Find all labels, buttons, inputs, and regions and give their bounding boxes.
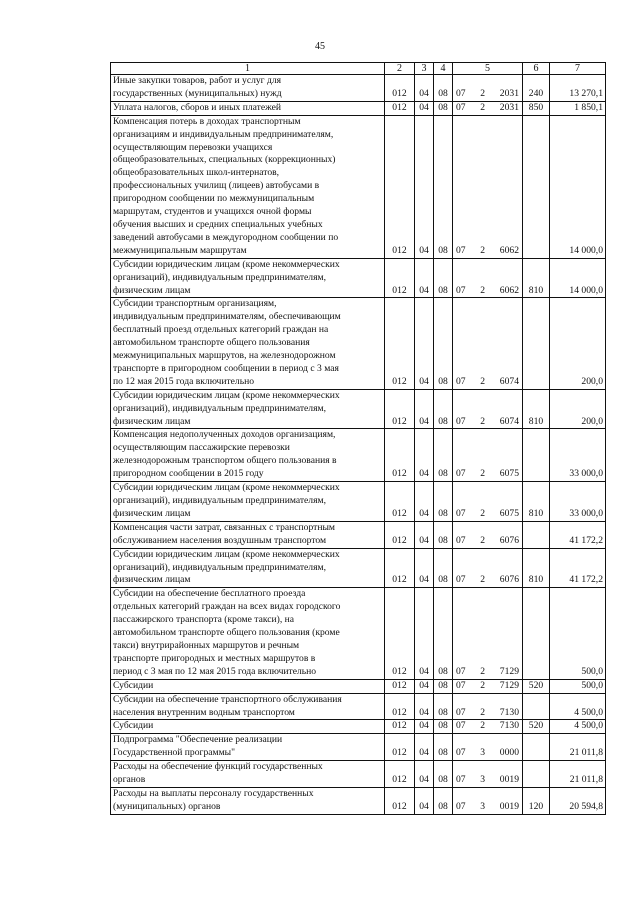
description-line: осуществляющим пассажирские перевозки bbox=[113, 442, 290, 454]
target-article-part: 7130 bbox=[499, 720, 519, 732]
description-line: Субсидии юридическим лицам (кроме некоммерческих bbox=[113, 548, 340, 560]
description-line: отдельных категорий граждан на всех видах городского bbox=[113, 601, 341, 613]
table-row bbox=[111, 734, 606, 761]
target-article-part: 07 bbox=[456, 574, 466, 586]
amount: 21 011,8 bbox=[550, 734, 606, 761]
expense-type-code bbox=[523, 298, 550, 389]
description-line: такси) внутрирайонных маршрутов и речным bbox=[113, 639, 300, 651]
description-line: Подпрограмма "Обеспечение реализации bbox=[113, 734, 283, 746]
target-article-part: 2 bbox=[480, 665, 486, 677]
subsection-code: 08 bbox=[434, 521, 453, 548]
expense-type-code bbox=[523, 115, 550, 258]
section-code: 04 bbox=[415, 693, 434, 720]
subsection-code: 08 bbox=[434, 720, 453, 734]
target-article-part: 2 bbox=[480, 706, 486, 718]
ministry-code: 012 bbox=[385, 693, 415, 720]
table-row bbox=[111, 115, 606, 258]
table-row bbox=[111, 101, 606, 115]
description-line: транспорте в пригородном сообщении в период с 3 мая bbox=[113, 362, 339, 374]
expense-type-code: 810 bbox=[523, 548, 550, 588]
description-line: заведений автобусами в междугородном сообщении по bbox=[113, 231, 339, 243]
description-line: общеобразовательных, специальных (коррекционных) bbox=[113, 154, 336, 166]
ministry-code: 012 bbox=[385, 389, 415, 429]
subsection-code: 08 bbox=[434, 115, 453, 258]
row-description bbox=[111, 761, 385, 788]
section-code: 04 bbox=[415, 761, 434, 788]
amount: 41 172,2 bbox=[550, 548, 606, 588]
target-article-part: 2031 bbox=[499, 87, 519, 99]
section-code: 04 bbox=[415, 389, 434, 429]
description-line: обучения высших и средних специальных учебных bbox=[113, 218, 323, 230]
ministry-code: 012 bbox=[385, 734, 415, 761]
description-line: Компенсация недополученных доходов организациям, bbox=[113, 429, 336, 441]
page-number: 45 bbox=[315, 41, 325, 52]
table-row bbox=[111, 521, 606, 548]
subsection-code: 08 bbox=[434, 258, 453, 298]
row-description bbox=[111, 693, 385, 720]
section-code: 04 bbox=[415, 75, 434, 102]
amount: 33 000,0 bbox=[550, 482, 606, 522]
row-description bbox=[111, 548, 385, 588]
table-row bbox=[111, 720, 606, 734]
target-article-code bbox=[453, 258, 523, 298]
section-code: 04 bbox=[415, 787, 434, 814]
target-article-code bbox=[453, 389, 523, 429]
table-row bbox=[111, 787, 606, 814]
target-article-part: 07 bbox=[456, 706, 466, 718]
row-description bbox=[111, 588, 385, 679]
description-line: маршрутам, студентов и учащихся очной формы bbox=[113, 206, 312, 218]
description-line: организаций), индивидуальным предпринимателям, bbox=[113, 495, 326, 506]
target-article-part: 2 bbox=[480, 468, 486, 480]
target-article-code bbox=[453, 429, 523, 482]
ministry-code: 012 bbox=[385, 521, 415, 548]
target-article-part: 07 bbox=[456, 665, 466, 677]
target-article-part: 07 bbox=[456, 415, 466, 427]
expense-type-code: 810 bbox=[523, 258, 550, 298]
section-code: 04 bbox=[415, 720, 434, 734]
target-article-part: 6075 bbox=[499, 507, 519, 519]
header-row bbox=[111, 63, 606, 75]
subsection-code: 08 bbox=[434, 548, 453, 588]
description-line: профессиональных училищ (лицеев) автобусами в bbox=[113, 180, 320, 192]
table-row bbox=[111, 482, 606, 522]
amount: 200,0 bbox=[550, 298, 606, 389]
target-article-part: 6075 bbox=[499, 468, 519, 480]
target-article-part: 07 bbox=[456, 507, 466, 519]
description-line: обслуживанием населения воздушным транспортом bbox=[113, 534, 327, 546]
description-line: Расходы на выплаты персоналу государственных bbox=[113, 787, 314, 799]
description-line: Субсидии на обеспечение транспортного обслуживания bbox=[113, 693, 342, 705]
target-article-part: 6074 bbox=[499, 375, 519, 387]
description-line: период с 3 мая по 12 мая 2015 года включительно bbox=[113, 665, 317, 677]
row-description bbox=[111, 389, 385, 429]
target-article-part: 2 bbox=[480, 101, 486, 113]
expense-type-code: 810 bbox=[523, 389, 550, 429]
target-article-part: 07 bbox=[456, 747, 466, 759]
target-article-part: 3 bbox=[480, 774, 486, 786]
target-article-part: 2 bbox=[480, 284, 486, 296]
row-description bbox=[111, 482, 385, 522]
subsection-code: 08 bbox=[434, 482, 453, 522]
row-description bbox=[111, 115, 385, 258]
amount: 1 850,1 bbox=[550, 101, 606, 115]
amount: 14 000,0 bbox=[550, 115, 606, 258]
target-article-code bbox=[453, 693, 523, 720]
description-line: (муниципальных) органов bbox=[113, 800, 221, 812]
description-line: физическим лицам bbox=[113, 507, 191, 519]
target-article-code bbox=[453, 521, 523, 548]
target-article-part: 07 bbox=[456, 101, 466, 113]
table-row bbox=[111, 693, 606, 720]
description-line: государственных (муниципальных) нужд bbox=[113, 87, 282, 99]
target-article-part: 07 bbox=[456, 87, 466, 99]
target-article-code bbox=[453, 548, 523, 588]
table-row bbox=[111, 548, 606, 588]
target-article-part: 07 bbox=[456, 774, 466, 786]
subsection-code: 08 bbox=[434, 787, 453, 814]
description-line: населения внутренним водным транспортом bbox=[113, 706, 295, 718]
description-line: осуществляющим перевозки учащихся bbox=[113, 141, 273, 153]
header-col-7: 7 bbox=[550, 63, 606, 75]
description-line: пригородном сообщении по межмуниципальным bbox=[113, 193, 315, 205]
section-code: 04 bbox=[415, 482, 434, 522]
row-description bbox=[111, 720, 385, 734]
section-code: 04 bbox=[415, 298, 434, 389]
section-code: 04 bbox=[415, 679, 434, 693]
row-description bbox=[111, 734, 385, 761]
section-code: 04 bbox=[415, 588, 434, 679]
target-article-part: 07 bbox=[456, 800, 466, 812]
subsection-code: 08 bbox=[434, 679, 453, 693]
description-line: Государственной программы" bbox=[113, 747, 236, 759]
description-line: Субсидии bbox=[113, 679, 154, 691]
description-line: Субсидии транспортным организациям, bbox=[113, 298, 277, 310]
row-description bbox=[111, 787, 385, 814]
description-line: межмуниципальным маршрутам bbox=[113, 244, 247, 256]
description-line: организаций), индивидуальным предпринимателям, bbox=[113, 561, 326, 573]
description-line: железнодорожным транспортом общего пользования в bbox=[113, 455, 337, 467]
target-article-part: 2 bbox=[480, 679, 486, 691]
target-article-code bbox=[453, 115, 523, 258]
description-line: Расходы на обеспечение функций государственных bbox=[113, 761, 323, 773]
ministry-code: 012 bbox=[385, 787, 415, 814]
description-line: Субсидии юридическим лицам (кроме некоммерческих bbox=[113, 258, 340, 270]
description-line: организаций), индивидуальным предпринимателям, bbox=[113, 402, 326, 414]
amount: 500,0 bbox=[550, 588, 606, 679]
description-line: Субсидии на обеспечение бесплатного проезда bbox=[113, 588, 306, 600]
target-article-code bbox=[453, 298, 523, 389]
description-line: физическим лицам bbox=[113, 415, 191, 427]
amount: 4 500,0 bbox=[550, 720, 606, 734]
target-article-part: 07 bbox=[456, 679, 466, 691]
table-row bbox=[111, 258, 606, 298]
expense-type-code bbox=[523, 429, 550, 482]
expense-type-code bbox=[523, 761, 550, 788]
header-col-3: 3 bbox=[415, 63, 434, 75]
target-article-code bbox=[453, 482, 523, 522]
header-col-4: 4 bbox=[434, 63, 453, 75]
ministry-code: 012 bbox=[385, 115, 415, 258]
description-line: Субсидии юридическим лицам (кроме некоммерческих bbox=[113, 389, 340, 401]
subsection-code: 08 bbox=[434, 693, 453, 720]
subsection-code: 08 bbox=[434, 389, 453, 429]
section-code: 04 bbox=[415, 521, 434, 548]
amount: 13 270,1 bbox=[550, 75, 606, 102]
target-article-part: 07 bbox=[456, 244, 466, 256]
target-article-part: 07 bbox=[456, 720, 466, 732]
target-article-part: 2 bbox=[480, 375, 486, 387]
target-article-part: 2 bbox=[480, 534, 486, 546]
expense-type-code: 850 bbox=[523, 101, 550, 115]
description-line: пригородном сообщении в 2015 году bbox=[113, 468, 264, 480]
ministry-code: 012 bbox=[385, 429, 415, 482]
table-row bbox=[111, 389, 606, 429]
target-article-code bbox=[453, 761, 523, 788]
description-line: Субсидии юридическим лицам (кроме некоммерческих bbox=[113, 482, 340, 494]
expense-type-code: 520 bbox=[523, 679, 550, 693]
amount: 33 000,0 bbox=[550, 429, 606, 482]
target-article-code bbox=[453, 720, 523, 734]
description-line: Иные закупки товаров, работ и услуг для bbox=[113, 75, 282, 86]
description-line: Компенсация потерь в доходах транспортным bbox=[113, 115, 301, 127]
section-code: 04 bbox=[415, 548, 434, 588]
expense-type-code bbox=[523, 521, 550, 548]
target-article-code bbox=[453, 75, 523, 102]
target-article-part: 2 bbox=[480, 415, 486, 427]
target-article-code bbox=[453, 679, 523, 693]
description-line: межмуниципальных маршрутов, на железнодорожном bbox=[113, 350, 336, 362]
expense-type-code: 120 bbox=[523, 787, 550, 814]
subsection-code: 08 bbox=[434, 429, 453, 482]
target-article-part: 07 bbox=[456, 468, 466, 480]
subsection-code: 08 bbox=[434, 761, 453, 788]
description-line: организациям и индивидуальным предпринимателям, bbox=[113, 128, 334, 140]
description-line: индивидуальным предпринимателям, обеспечивающим bbox=[113, 311, 341, 323]
target-article-part: 7130 bbox=[499, 706, 519, 718]
description-line: органов bbox=[113, 774, 146, 786]
header-col-2: 2 bbox=[385, 63, 415, 75]
target-article-part: 6062 bbox=[499, 284, 519, 296]
description-line: автомобильном транспорте общего пользования bbox=[113, 337, 310, 349]
ministry-code: 012 bbox=[385, 298, 415, 389]
ministry-code: 012 bbox=[385, 761, 415, 788]
subsection-code: 08 bbox=[434, 298, 453, 389]
target-article-code bbox=[453, 787, 523, 814]
description-line: автомобильном транспорте общего пользования (кроме bbox=[113, 627, 340, 639]
amount: 500,0 bbox=[550, 679, 606, 693]
ministry-code: 012 bbox=[385, 258, 415, 298]
ministry-code: 012 bbox=[385, 548, 415, 588]
target-article-part: 6076 bbox=[499, 574, 519, 586]
expense-type-code bbox=[523, 588, 550, 679]
expense-type-code: 240 bbox=[523, 75, 550, 102]
target-article-part: 2 bbox=[480, 720, 486, 732]
expense-type-code: 810 bbox=[523, 482, 550, 522]
target-article-part: 6074 bbox=[499, 415, 519, 427]
amount: 14 000,0 bbox=[550, 258, 606, 298]
target-article-part: 7129 bbox=[499, 679, 519, 691]
ministry-code: 012 bbox=[385, 101, 415, 115]
ministry-code: 012 bbox=[385, 588, 415, 679]
target-article-part: 3 bbox=[480, 747, 486, 759]
target-article-part: 0000 bbox=[499, 747, 519, 759]
amount: 200,0 bbox=[550, 389, 606, 429]
target-article-part: 07 bbox=[456, 284, 466, 296]
target-article-code bbox=[453, 101, 523, 115]
budget-table bbox=[110, 62, 606, 815]
subsection-code: 08 bbox=[434, 101, 453, 115]
subsection-code: 08 bbox=[434, 588, 453, 679]
expense-type-code bbox=[523, 734, 550, 761]
target-article-part: 7129 bbox=[499, 665, 519, 677]
table-row bbox=[111, 588, 606, 679]
table-body bbox=[111, 75, 606, 815]
target-article-part: 2031 bbox=[499, 101, 519, 113]
description-line: бесплатный проезд отдельных категорий граждан на bbox=[113, 324, 329, 336]
target-article-part: 3 bbox=[480, 800, 486, 812]
expense-type-code bbox=[523, 693, 550, 720]
target-article-code bbox=[453, 734, 523, 761]
section-code: 04 bbox=[415, 101, 434, 115]
row-description bbox=[111, 101, 385, 115]
section-code: 04 bbox=[415, 115, 434, 258]
target-article-part: 2 bbox=[480, 507, 486, 519]
row-description bbox=[111, 75, 385, 102]
ministry-code: 012 bbox=[385, 75, 415, 102]
description-line: пассажирского транспорта (кроме такси), на bbox=[113, 614, 295, 626]
table-row bbox=[111, 75, 606, 102]
ministry-code: 012 bbox=[385, 482, 415, 522]
header-col-5: 5 bbox=[453, 63, 523, 75]
target-article-part: 07 bbox=[456, 534, 466, 546]
row-description bbox=[111, 429, 385, 482]
row-description bbox=[111, 298, 385, 389]
section-code: 04 bbox=[415, 734, 434, 761]
description-line: по 12 мая 2015 года включительно bbox=[113, 375, 255, 387]
description-line: транспорте пригородных и местных маршрутов в bbox=[113, 652, 316, 664]
description-line: организаций), индивидуальным предпринимателям, bbox=[113, 271, 326, 283]
description-line: Компенсация части затрат, связанных с транспортным bbox=[113, 521, 335, 533]
description-line: Субсидии bbox=[113, 720, 154, 732]
amount: 20 594,8 bbox=[550, 787, 606, 814]
description-line: общеобразовательных школ-интернатов, bbox=[113, 167, 280, 179]
expense-type-code: 520 bbox=[523, 720, 550, 734]
target-article-part: 0019 bbox=[499, 774, 519, 786]
target-article-part: 07 bbox=[456, 375, 466, 387]
row-description bbox=[111, 258, 385, 298]
header-col-6: 6 bbox=[523, 63, 550, 75]
target-article-part: 2 bbox=[480, 244, 486, 256]
table-row bbox=[111, 761, 606, 788]
section-code: 04 bbox=[415, 258, 434, 298]
table-row bbox=[111, 679, 606, 693]
amount: 21 011,8 bbox=[550, 761, 606, 788]
target-article-part: 6076 bbox=[499, 534, 519, 546]
target-article-part: 2 bbox=[480, 574, 486, 586]
header-col-1: 1 bbox=[111, 63, 385, 75]
target-article-code bbox=[453, 588, 523, 679]
table-row bbox=[111, 429, 606, 482]
description-line: физическим лицам bbox=[113, 574, 191, 586]
amount: 41 172,2 bbox=[550, 521, 606, 548]
amount: 4 500,0 bbox=[550, 693, 606, 720]
target-article-part: 0019 bbox=[499, 800, 519, 812]
target-article-part: 6062 bbox=[499, 244, 519, 256]
description-line: физическим лицам bbox=[113, 284, 191, 296]
section-code: 04 bbox=[415, 429, 434, 482]
row-description bbox=[111, 679, 385, 693]
row-description bbox=[111, 521, 385, 548]
target-article-part: 2 bbox=[480, 87, 486, 99]
description-line: Уплата налогов, сборов и иных платежей bbox=[113, 101, 282, 113]
subsection-code: 08 bbox=[434, 75, 453, 102]
ministry-code: 012 bbox=[385, 679, 415, 693]
table-row bbox=[111, 298, 606, 389]
subsection-code: 08 bbox=[434, 734, 453, 761]
ministry-code: 012 bbox=[385, 720, 415, 734]
